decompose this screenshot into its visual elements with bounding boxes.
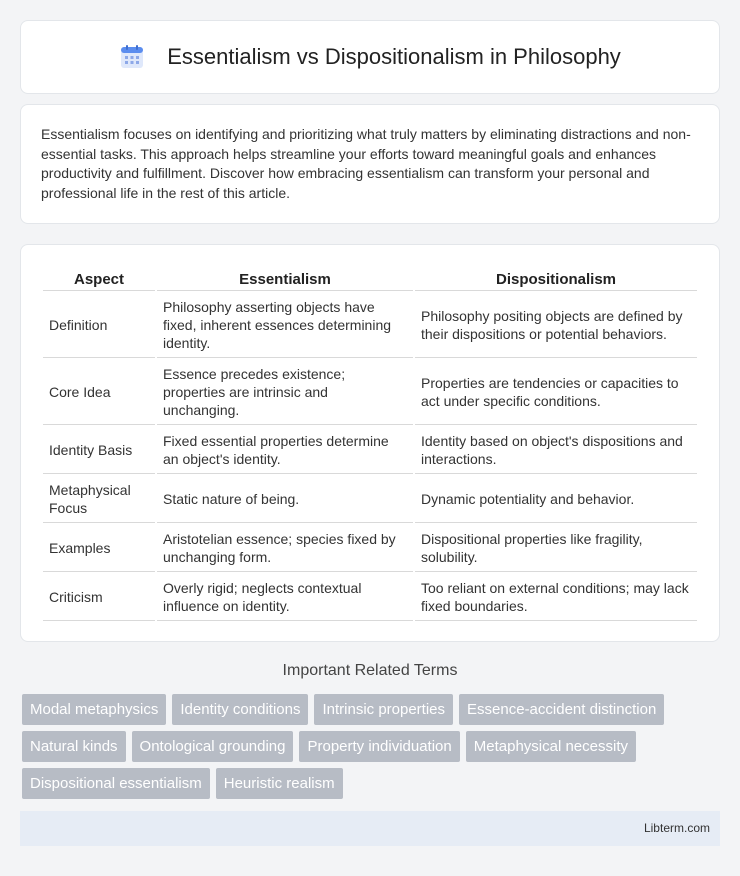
table-row (43, 525, 697, 572)
page-title: Essentialism vs Dispositionalism in Philosophy (167, 44, 621, 69)
cell-essentialism: Overly rigid; neglects contextual influence on identity. (157, 574, 413, 621)
tag-heuristic-realism[interactable]: Heuristic realism (216, 768, 343, 799)
tag-ontological-grounding[interactable]: Ontological grounding (132, 731, 294, 762)
tag-essence-accident-distinction[interactable]: Essence-accident distinction (459, 694, 664, 725)
header-essentialism: Essentialism (157, 267, 413, 291)
cell-dispositionalism: Too reliant on external conditions; may lack fixed boundaries. (415, 574, 697, 621)
cell-aspect: Criticism (43, 574, 155, 621)
table-row (43, 360, 697, 425)
cell-dispositionalism: Identity based on object's dispositions and interactions. (415, 427, 697, 474)
cell-dispositionalism: Dynamic potentiality and behavior. (415, 476, 697, 523)
tag-natural-kinds[interactable]: Natural kinds (22, 731, 126, 762)
cell-essentialism: Essence precedes existence; properties are intrinsic and unchanging. (157, 360, 413, 425)
footer (20, 811, 720, 846)
related-terms-tags (22, 694, 722, 805)
header-dispositionalism: Dispositionalism (415, 267, 697, 291)
table-header-row (43, 267, 697, 291)
cell-aspect: Examples (43, 525, 155, 572)
cell-dispositionalism: Philosophy positing objects are defined by their dispositions or potential behaviors. (415, 293, 697, 358)
comparison-table-card (20, 244, 720, 642)
calendar-icon (119, 44, 145, 70)
tag-modal-metaphysics[interactable]: Modal metaphysics (22, 694, 166, 725)
table-row (43, 293, 697, 358)
cell-aspect: Core Idea (43, 360, 155, 425)
cell-essentialism: Fixed essential properties determine an object's identity. (157, 427, 413, 474)
cell-essentialism: Aristotelian essence; species fixed by unchanging form. (157, 525, 413, 572)
header-aspect: Aspect (43, 267, 155, 291)
related-terms-title: Important Related Terms (282, 662, 458, 679)
tag-property-individuation[interactable]: Property individuation (299, 731, 459, 762)
comparison-table (41, 265, 699, 623)
footer-brand-link[interactable]: Libterm.com (643, 821, 710, 835)
tag-identity-conditions[interactable]: Identity conditions (172, 694, 308, 725)
cell-dispositionalism: Properties are tendencies or capacities to act under specific conditions. (415, 360, 697, 425)
intro-card (20, 104, 720, 224)
cell-essentialism: Philosophy asserting objects have fixed, inherent essences determining identity. (157, 293, 413, 358)
cell-dispositionalism: Dispositional properties like fragility, solubility. (415, 525, 697, 572)
table-row (43, 574, 697, 621)
title-card (20, 20, 720, 94)
tag-dispositional-essentialism[interactable]: Dispositional essentialism (22, 768, 210, 799)
cell-aspect: Metaphysical Focus (43, 476, 155, 523)
table-row (43, 476, 697, 523)
cell-aspect: Identity Basis (43, 427, 155, 474)
tag-intrinsic-properties[interactable]: Intrinsic properties (314, 694, 453, 725)
cell-essentialism: Static nature of being. (157, 476, 413, 523)
table-row (43, 427, 697, 474)
cell-aspect: Definition (43, 293, 155, 358)
tag-metaphysical-necessity[interactable]: Metaphysical necessity (466, 731, 636, 762)
intro-text: Essentialism focuses on identifying and prioritizing what truly matters by eliminating distractions and non-essential tasks. This approach helps streamline your efforts toward meaningful goals and enhances productivity and fulfillment. Discover how embracing essentialism can transform your personal and professional life in the rest of this article. (41, 126, 691, 201)
